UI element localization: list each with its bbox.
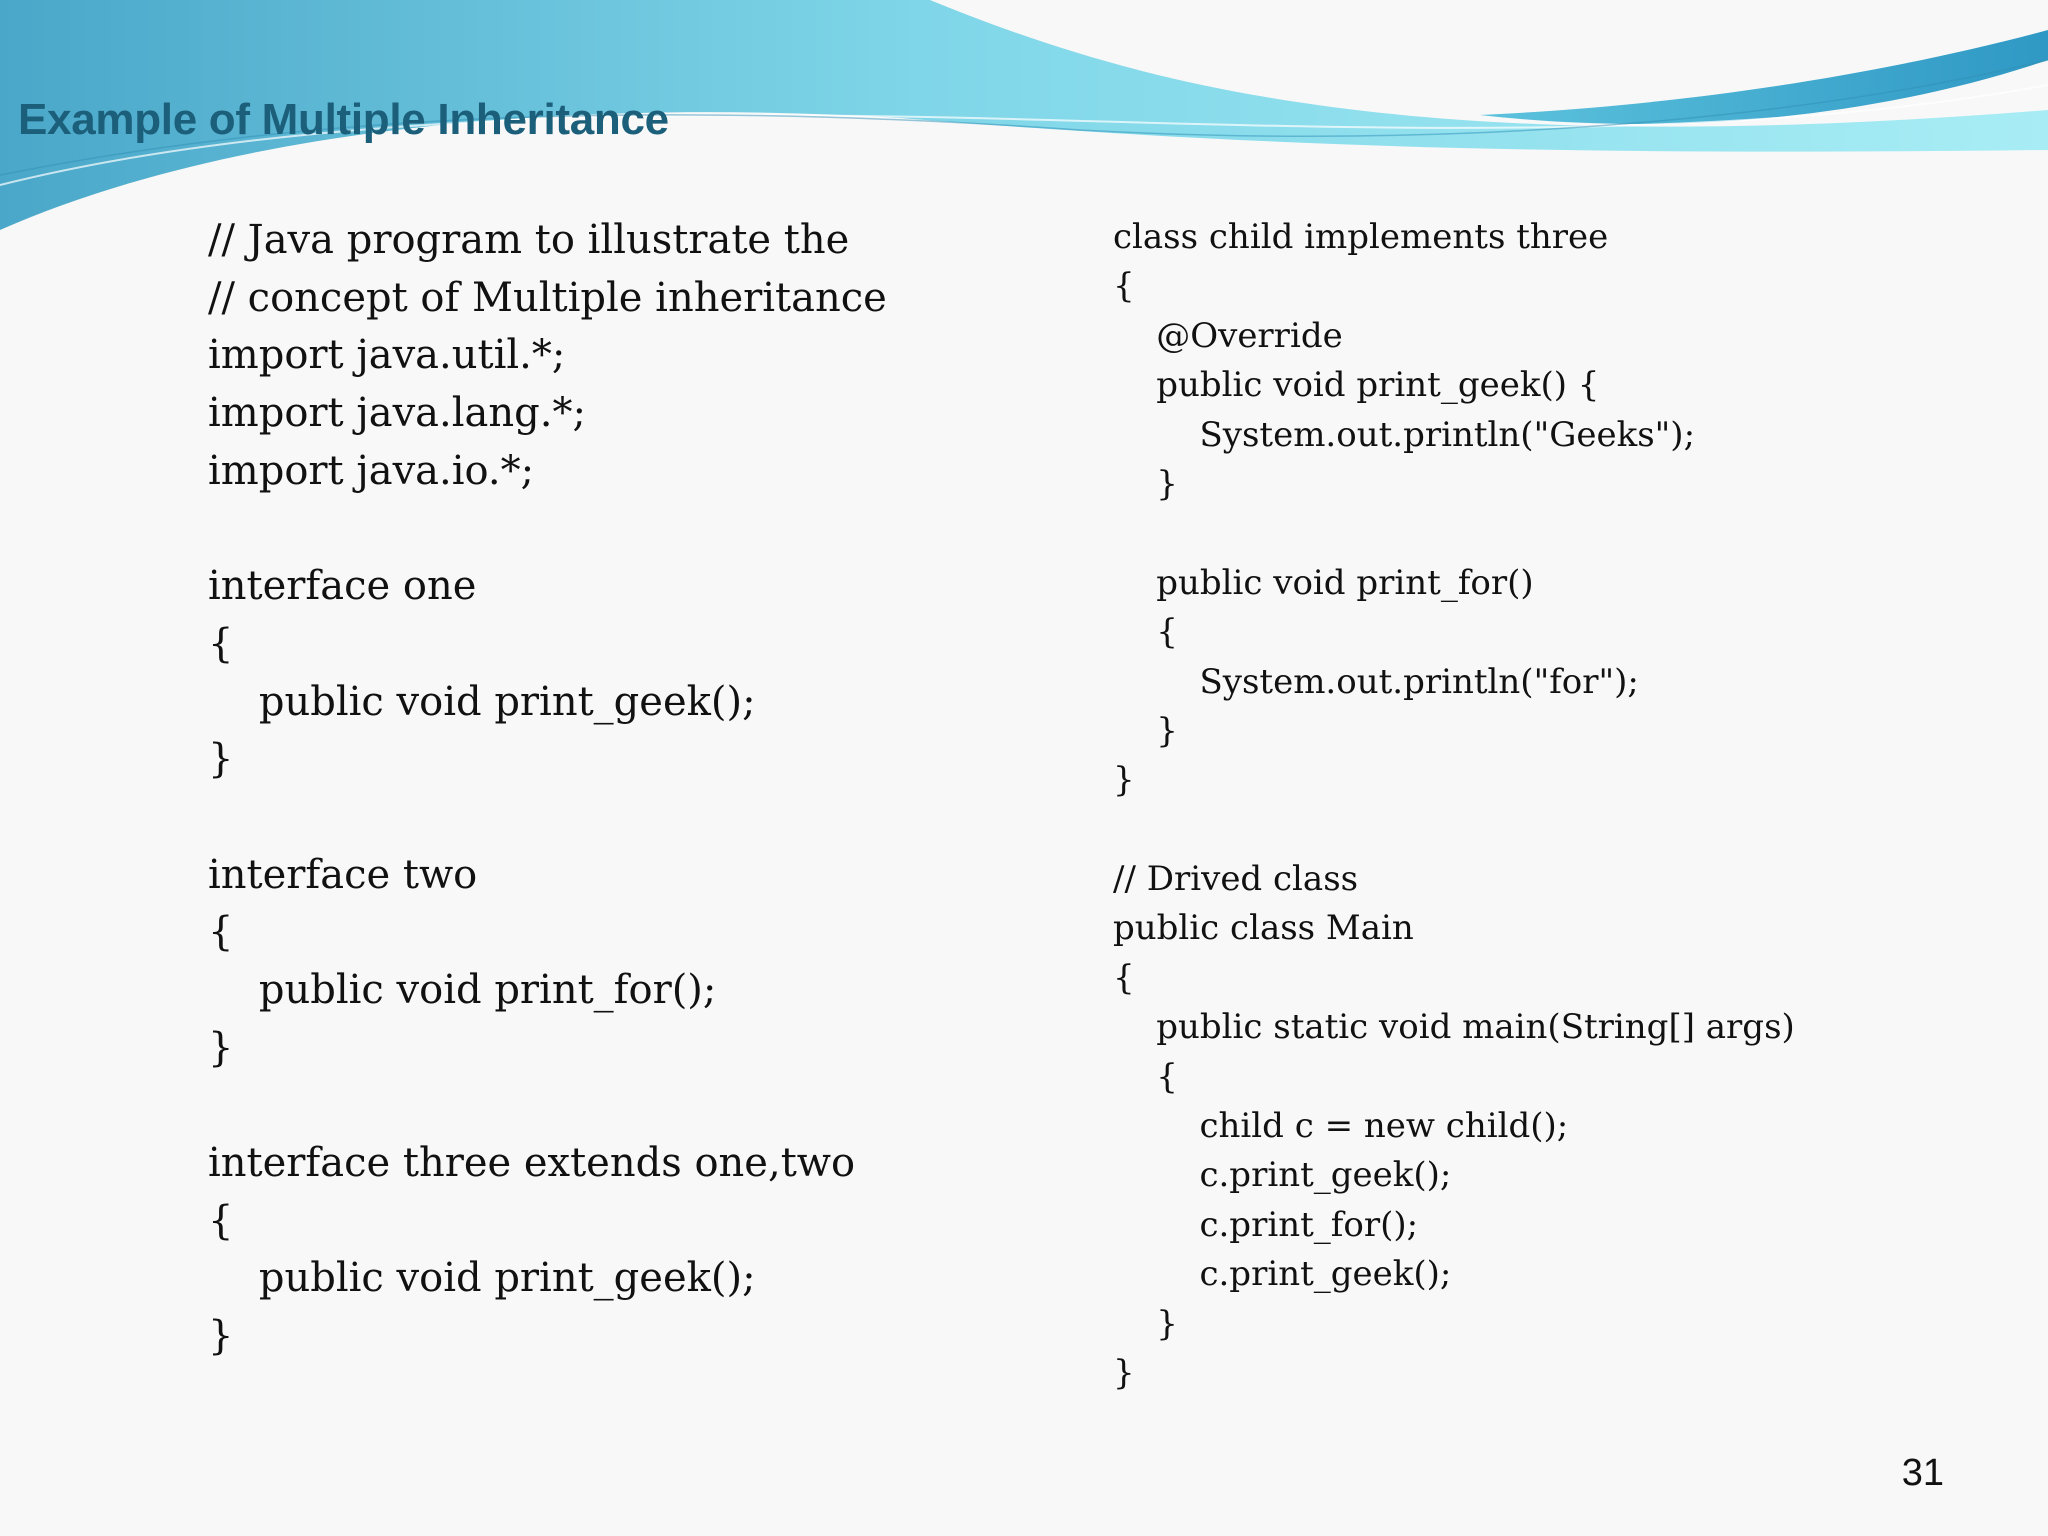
code-line: public static void main(String[] args) — [1113, 1007, 1795, 1048]
code-line: } — [208, 1313, 234, 1360]
code-line: c.print_geek(); — [1113, 1254, 1452, 1295]
code-line: { — [1113, 266, 1135, 307]
code-line: { — [1113, 612, 1178, 653]
code-line: public void print_for() — [1113, 562, 1534, 603]
code-line: { — [208, 620, 234, 667]
code-line: class child implements three — [1113, 217, 1609, 257]
code-line: // concept of Multiple inheritance — [208, 274, 887, 321]
page-number: 31 — [1901, 1452, 1944, 1494]
code-line: } — [1113, 1303, 1178, 1344]
code-line — [1113, 509, 1795, 558]
code-line: { — [208, 1197, 234, 1244]
code-line: public void print_geek() { — [1113, 365, 1600, 406]
slide-title: Example of Multiple Inheritance — [18, 95, 669, 144]
code-line: import java.io.*; — [208, 447, 535, 494]
code-line: { — [1113, 957, 1135, 998]
code-block-left — [208, 212, 887, 1366]
code-line: public void print_geek(); — [208, 1255, 756, 1302]
code-line — [208, 1077, 887, 1135]
code-line: System.out.println("Geeks"); — [1113, 414, 1696, 455]
code-line: interface two — [208, 851, 478, 898]
code-line: } — [1113, 710, 1178, 751]
code-line: System.out.println("for"); — [1113, 661, 1639, 702]
code-line — [208, 500, 887, 558]
code-line — [208, 789, 887, 847]
code-line: } — [1113, 760, 1135, 801]
code-line: c.print_geek(); — [1113, 1155, 1452, 1196]
code-line: import java.util.*; — [208, 332, 566, 379]
code-line: } — [1113, 463, 1178, 504]
code-line: @Override — [1113, 315, 1343, 356]
code-line: interface three extends one,two — [208, 1140, 856, 1186]
code-line — [1113, 806, 1795, 855]
code-line: { — [1113, 1056, 1178, 1097]
code-line: public class Main — [1113, 908, 1414, 949]
code-line: { — [208, 909, 234, 956]
code-line: // Drived class — [1113, 859, 1359, 900]
code-line: } — [208, 1024, 234, 1071]
code-line: } — [208, 736, 234, 783]
code-line: c.print_for(); — [1113, 1204, 1419, 1245]
code-line: import java.lang.*; — [208, 390, 586, 437]
code-line: } — [1113, 1352, 1135, 1393]
code-line: interface one — [208, 563, 477, 610]
code-block-right — [1113, 213, 1795, 1398]
code-line: public void print_geek(); — [208, 678, 756, 725]
code-line: // Java program to illustrate the — [208, 217, 850, 263]
code-line: child c = new child(); — [1113, 1106, 1569, 1147]
code-line: public void print_for(); — [208, 966, 717, 1013]
